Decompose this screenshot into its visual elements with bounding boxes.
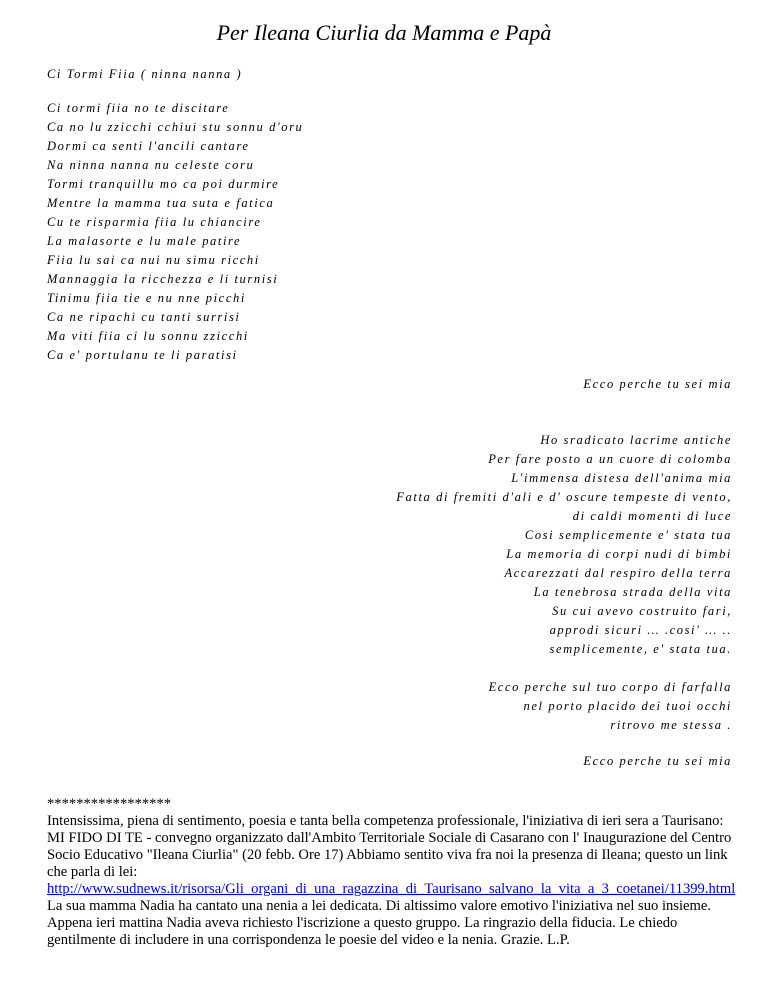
poem-line: di caldi momenti di luce xyxy=(572,509,732,523)
poem-line: Cosi semplicemente e' stata tua xyxy=(524,528,732,542)
lullaby-heading: Ci Tormi Fiia ( ninna nanna ) xyxy=(47,67,243,81)
poem-refrain: Ecco perche tu sei mia xyxy=(583,377,732,391)
post-paragraph: La sua mamma Nadia ha cantato una nenia a lei dedicata. Di altissimo valore emotivo l'iniziativa nel suo insieme. Appena ieri mattina Nadia aveva richiesto l'iscrizione a questo gruppo. La ringrazio della fiducia. Le chiedo gentilmente di includere in una corrispondenza le poesie del video e la nenia. Grazie. L.P. xyxy=(47,898,711,948)
lullaby-line: Mannaggia la ricchezza e li turnisi xyxy=(47,272,279,286)
lullaby-line: Tinimu fiia tie e nu nne picchi xyxy=(47,291,246,305)
lullaby-line: Dormi ca senti l'ancili cantare xyxy=(47,139,250,153)
lullaby-verses xyxy=(47,99,303,365)
lullaby-line: Ci tormi fiia no te discitare xyxy=(47,101,230,115)
separator: ***************** xyxy=(47,796,172,812)
poem-refrain-end: Ecco perche tu sei mia xyxy=(583,754,732,768)
lullaby-line: Ma viti fiia ci lu sonnu zzicchi xyxy=(47,329,249,343)
post-paragraph-text: Intensissima, piena di sentimento, poesia e tanta bella competenza professionale, l'iniziativa di ieri sera a Taurisano: MI FIDO DI TE - convegno organizzato dall'Ambito Territoriale Sociale di Casarano con l' Inaugurazione del Centro Socio Educativo "Ileana Ciurlia" (20 febb. Ore 17) Abbiamo sentito viva fra noi la presenza di Ileana; questo un link che parla di lei: xyxy=(47,813,732,880)
poem-line: Accarezzati dal respiro della terra xyxy=(504,566,732,580)
poem-line: semplicemente, e' stata tua. xyxy=(549,642,732,656)
sudnews-link[interactable]: http://www.sudnews.it/risorsa/Gli_organi_di_una_ragazzina_di_Taurisano_salvano_la_vita_a_3_coetanei/11399.html xyxy=(47,881,736,897)
poem-line: L'immensa distesa dell'anima mia xyxy=(511,471,732,485)
post-body xyxy=(47,796,737,949)
poem-line: La tenebrosa strada della vita xyxy=(533,585,732,599)
poem-stanza-1 xyxy=(396,431,732,545)
poem-line: Ecco perche sul tuo corpo di farfalla xyxy=(488,680,732,694)
lullaby-line: Ca no lu zzicchi cchiui stu sonnu d'oru xyxy=(47,120,304,134)
poem-line: Per fare posto a un cuore di colomba xyxy=(488,452,732,466)
poem-line: Ho sradicato lacrime antiche xyxy=(540,433,732,447)
lullaby-line: Mentre la mamma tua suta e fatica xyxy=(47,196,275,210)
poem-line: La memoria di corpi nudi di bimbi xyxy=(506,547,732,561)
poem-line: Fatta di fremiti d'ali e d' oscure tempeste di vento, xyxy=(396,490,732,504)
poem-stanza-2 xyxy=(504,545,732,659)
lullaby-line: Cu te risparmia fiia lu chiancire xyxy=(47,215,262,229)
page-title: Per Ileana Ciurlia da Mamma e Papà xyxy=(216,20,552,45)
poem-line: nel porto placido dei tuoi occhi xyxy=(523,699,732,713)
lullaby-line: La malasorte e lu male patire xyxy=(47,234,242,248)
poem-line: ritrovo me stessa . xyxy=(610,718,732,732)
lullaby-line: Fiia lu sai ca nui nu simu ricchi xyxy=(47,253,260,267)
lullaby-line: Ca e' portulanu te li paratisi xyxy=(47,348,238,362)
lullaby-line: Na ninna nanna nu celeste coru xyxy=(47,158,255,172)
lullaby-line: Ca ne ripachi cu tanti surrisi xyxy=(47,310,241,324)
poem-line: approdi sicuri … .cosi' … .. xyxy=(549,623,732,637)
poem-line: Su cui avevo costruito fari, xyxy=(552,604,732,618)
post-paragraph xyxy=(47,813,737,898)
poem-stanza-3 xyxy=(489,678,732,735)
lullaby-line: Tormi tranquillu mo ca poi durmire xyxy=(47,177,280,191)
